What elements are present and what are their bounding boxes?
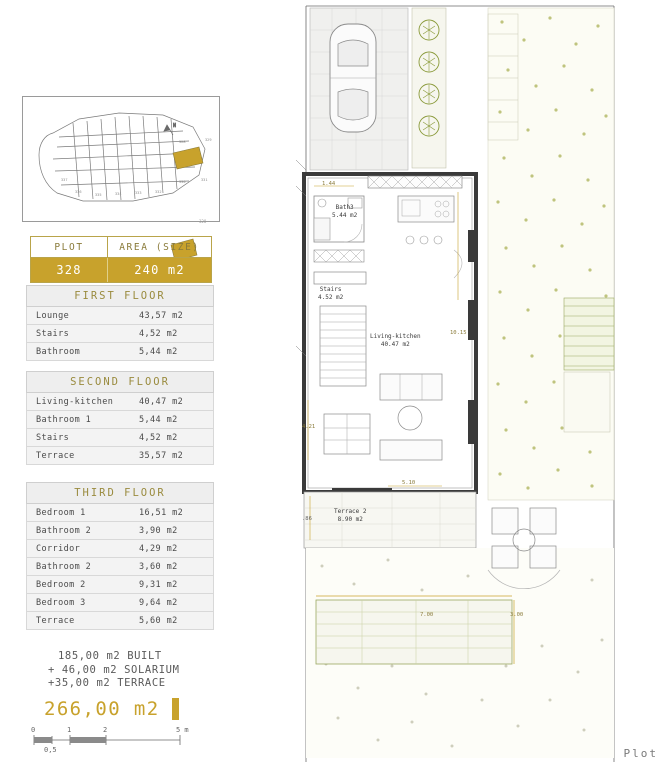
table-third-floor (26, 482, 214, 630)
table-row (26, 325, 214, 343)
room-area: 4,29 m2 (139, 543, 178, 554)
svg-text:336: 336 (75, 190, 82, 194)
room-area: 9,31 m2 (139, 579, 178, 590)
dim-10-15: 10.15 (450, 330, 467, 336)
room-label-living-kitchen: Living-kitchen 40.47 m2 (370, 333, 421, 348)
room-name: Bedroom 1 (36, 507, 86, 518)
svg-text:331: 331 (201, 178, 208, 182)
car-icon (330, 24, 376, 132)
svg-text:N: N (173, 123, 177, 129)
site-plan-drawing (292, 0, 668, 768)
table-row (26, 343, 214, 361)
room-label-terrace2: Terrace 2 8.90 m2 (334, 508, 367, 523)
svg-text:328: 328 (199, 219, 207, 224)
room-name: Bathroom 2 (36, 525, 92, 536)
table-row (26, 411, 214, 429)
total-solarium: + 46,00 m2 SOLARIUM (48, 663, 180, 676)
table-row (26, 594, 214, 612)
table-row (26, 540, 214, 558)
svg-text:337: 337 (61, 178, 68, 182)
room-name: Stairs (36, 328, 70, 339)
room-name: Living-kitchen (36, 396, 114, 407)
area-label: AREA (SIZE) (107, 237, 211, 257)
dim-5-10: 5.10 (402, 480, 416, 486)
scale-tick-2: 2 (103, 726, 108, 734)
plot-location-map (22, 96, 220, 222)
room-name: Corridor (36, 543, 81, 554)
room-name: Terrace (36, 615, 75, 626)
grand-total: 266,00 m2 (44, 697, 160, 720)
room-name: Stairs (36, 432, 70, 443)
room-area: 5,44 m2 (139, 346, 178, 357)
plot-header-table (30, 236, 212, 283)
svg-text:328: 328 (179, 140, 186, 144)
table-row (26, 576, 214, 594)
dim-4-21: 4.21 (302, 424, 316, 430)
table-row (26, 429, 214, 447)
scale-bar (30, 726, 210, 754)
scale-sub-label: 0,5 (44, 746, 57, 754)
room-name: Bedroom 3 (36, 597, 86, 608)
scale-tick-1: 1 (67, 726, 72, 734)
room-label-bath3: Bath3 5.44 m2 (332, 204, 358, 219)
total-terrace: +35,00 m2 TERRACE (48, 677, 166, 689)
room-area: 35,57 m2 (139, 450, 184, 461)
room-area: 5,60 m2 (139, 615, 178, 626)
table-row (26, 393, 214, 411)
dim-086: .86 (302, 516, 312, 522)
room-name: Bathroom 1 (36, 414, 92, 425)
room-area: 16,51 m2 (139, 507, 184, 518)
room-area: 4,52 m2 (139, 328, 178, 339)
plot-label: PLOT (54, 242, 84, 253)
room-area: 40,47 m2 (139, 396, 184, 407)
svg-text:332: 332 (155, 190, 162, 194)
dim-7-00: 7.00 (420, 612, 434, 618)
room-name: Bathroom 2 (36, 561, 92, 572)
room-name: Terrace (36, 450, 75, 461)
room-area: 9,64 m2 (139, 597, 178, 608)
room-area: 4,52 m2 (139, 432, 178, 443)
room-name: Lounge (36, 310, 70, 321)
accent-bar (172, 698, 179, 720)
room-area: 5,44 m2 (139, 414, 178, 425)
totals-block (30, 650, 218, 720)
table-row (26, 522, 214, 540)
svg-text:333: 333 (135, 191, 142, 195)
plot-number: 328 (31, 258, 107, 282)
second-floor-title: SECOND FLOOR (26, 371, 214, 393)
table-first-floor (26, 285, 214, 361)
third-floor-title: THIRD FLOOR (26, 482, 214, 504)
table-row (26, 558, 214, 576)
room-area: 43,57 m2 (139, 310, 184, 321)
room-area: 3,90 m2 (139, 525, 178, 536)
scale-tick-5m: 5 m (176, 726, 189, 734)
svg-text:334: 334 (115, 192, 122, 196)
room-name: Bedroom 2 (36, 579, 86, 590)
total-built: 185,00 m2 BUILT (58, 650, 162, 662)
grand-total-row (30, 698, 218, 720)
table-row (26, 307, 214, 325)
plot-caption: Plot (623, 747, 658, 760)
site-plan-svg (292, 0, 668, 768)
svg-text:335: 335 (95, 193, 102, 197)
table-row (26, 612, 214, 630)
plot-area: 240 m2 (107, 258, 211, 282)
first-floor-title: FIRST FLOOR (26, 285, 214, 307)
dim-1-44: 1.44 (322, 181, 336, 187)
table-row (26, 447, 214, 465)
room-area: 3,60 m2 (139, 561, 178, 572)
svg-text:329: 329 (205, 138, 212, 142)
scale-tick-0: 0 (31, 726, 36, 734)
table-second-floor (26, 371, 214, 465)
room-name: Bathroom (36, 346, 81, 357)
table-row (26, 504, 214, 522)
svg-text:330: 330 (179, 180, 186, 184)
room-label-stairs: Stairs 4.52 m2 (318, 286, 344, 301)
dim-3-00: 3.00 (510, 612, 524, 618)
